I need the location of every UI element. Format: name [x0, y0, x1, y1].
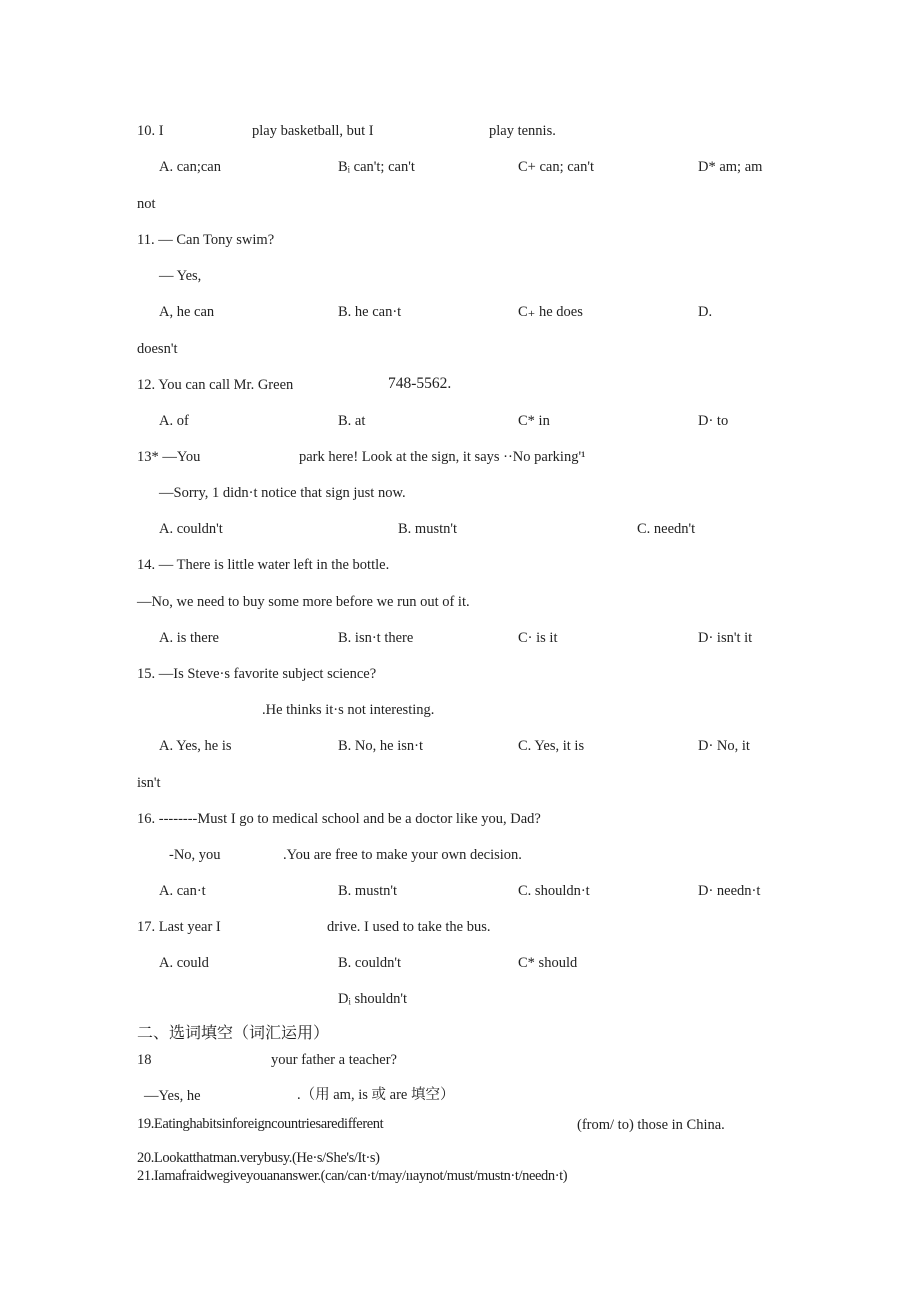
- q12-option-d: D· to: [698, 413, 729, 429]
- q11-option-d: D.: [698, 304, 713, 320]
- q14-stem: 14. — There is little water left in the bottle.: [137, 557, 390, 573]
- q19-stem-part2: (from/ to) those in China.: [577, 1117, 725, 1133]
- q13-stem-part1: 13* —You: [137, 449, 201, 465]
- q10-option-c: C+ can; can't: [518, 159, 595, 175]
- q16-option-d: D· needn·t: [698, 883, 761, 899]
- q10-stem-part2: play basketball, but I: [252, 123, 374, 139]
- q16-option-a: A. can·t: [159, 883, 206, 899]
- q20-stem: 20.Lookatthatman.verybusy.(He·s/She's/It·s): [137, 1150, 380, 1166]
- q11-option-d-wrap: doesn't: [137, 341, 178, 357]
- q13-option-b: B. mustn't: [398, 521, 458, 537]
- q13-reply: —Sorry, 1 didn·t notice that sign just now.: [159, 485, 406, 501]
- q11-option-a: A, he can: [159, 304, 215, 320]
- q16-option-c: C. shouldn·t: [518, 883, 590, 899]
- q10-option-a: A. can;can: [159, 159, 221, 175]
- q17-option-b: B. couldn't: [338, 955, 402, 971]
- section2-heading: 二、选词填空（词汇运用）: [137, 1023, 330, 1042]
- q12-stem-part2: 748-5562.: [388, 375, 452, 392]
- q17-option-a: A. could: [159, 955, 209, 971]
- q16-stem: 16. --------Must I go to medical school and be a doctor like you, Dad?: [137, 811, 541, 827]
- q17-stem-part2: drive. I used to take the bus.: [327, 919, 491, 935]
- q12-option-b: B. at: [338, 413, 366, 429]
- q10-stem-part1: 10. I: [137, 123, 164, 139]
- q12-option-c: C* in: [518, 413, 550, 429]
- q18-stem-text: your father a teacher?: [271, 1052, 397, 1068]
- q17-stem-part1: 17. Last year I: [137, 919, 221, 935]
- q11-option-b: B. he can·t: [338, 304, 402, 320]
- q16-reply-part1: -No, you: [169, 847, 221, 863]
- q18-reply-part1: —Yes, he: [144, 1088, 201, 1104]
- q10-option-b: Bᵢ can't; can't: [338, 159, 415, 175]
- q21-stem: 21.Iamafraidwegiveyouananswer.(can/can·t/may/ııaynot/must/mustn·t/needn·t): [137, 1168, 568, 1184]
- q14-option-d: D· isn't it: [698, 630, 753, 646]
- q15-stem: 15. —Is Steve·s favorite subject science?: [137, 666, 377, 682]
- q19-stem-part1: 19.Eatinghabitsinforeigncountriesaredifferent: [137, 1116, 384, 1132]
- q11-reply: — Yes,: [159, 268, 202, 284]
- q17-option-d: Dᵢ shouldn't: [338, 991, 408, 1007]
- q18-stem-number: 18: [137, 1052, 152, 1068]
- q16-reply-part2: .You are free to make your own decision.: [283, 847, 522, 863]
- q11-stem: 11. — Can Tony swim?: [137, 232, 275, 248]
- q10-option-d: D* am; am: [698, 159, 763, 175]
- q14-option-a: A. is there: [159, 630, 219, 646]
- q14-option-c: C· is it: [518, 630, 558, 646]
- q12-option-a: A. of: [159, 413, 189, 429]
- q17-option-c: C* should: [518, 955, 578, 971]
- q18-reply-part2: .（用 am, is 或 are 填空）: [297, 1087, 455, 1103]
- q13-option-c: C. needn't: [637, 521, 696, 537]
- q15-reply: .He thinks it·s not interesting.: [262, 702, 435, 718]
- q10-stem-part3: play tennis.: [489, 123, 556, 139]
- q11-option-c: C₊ he does: [518, 304, 583, 320]
- q15-option-a: A. Yes, he is: [159, 738, 232, 754]
- q13-option-a: A. couldn't: [159, 521, 223, 537]
- q15-option-c: C. Yes, it is: [518, 738, 585, 754]
- q10-option-d-wrap: not: [137, 196, 156, 212]
- q15-option-d-wrap: isn't: [137, 775, 161, 791]
- q13-stem-part2: park here! Look at the sign, it says ··No parking'¹: [299, 449, 586, 465]
- q15-option-d: D· No, it: [698, 738, 750, 754]
- q14-option-b: B. isn·t there: [338, 630, 414, 646]
- q12-stem-part1: 12. You can call Mr. Green: [137, 377, 294, 393]
- q16-option-b: B. mustn't: [338, 883, 398, 899]
- q14-reply: —No, we need to buy some more before we run out of it.: [137, 594, 470, 610]
- q15-option-b: B. No, he isn·t: [338, 738, 423, 754]
